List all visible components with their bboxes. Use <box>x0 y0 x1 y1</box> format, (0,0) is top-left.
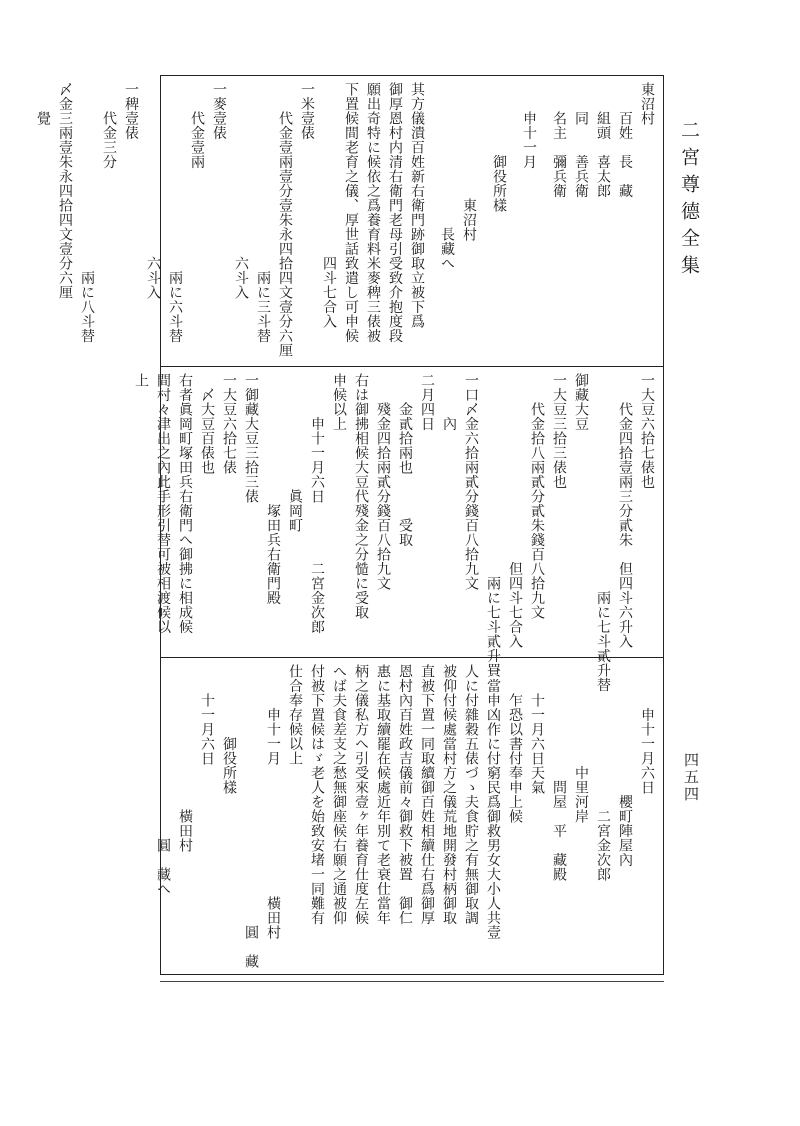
text-column: 塚田兵右衛門殿 <box>265 373 281 605</box>
tier-divider-2 <box>160 657 664 658</box>
text-column: 直被下置一同取續御百姓相續仕右爲御厚 <box>419 664 435 925</box>
text-column: 兩に七斗貳升替 <box>595 373 611 692</box>
text-column: 代金拾八兩貳分貳朱錢百八拾九文 <box>529 373 545 620</box>
text-column: 代金四拾壹兩三分貳朱 但四斗六升入 <box>617 373 633 649</box>
text-column: 恩村內百姓政吉儀前々御救下被置 御仁 <box>397 664 413 925</box>
text-column: 右は御拂相候大豆代殘金之分慥に受取 <box>353 373 369 620</box>
text-column: 柄之儀私方へ引受來壹ヶ年養育仕度左候 <box>353 664 369 925</box>
text-column: 二宮金次郎 <box>595 664 611 882</box>
text-column: 問屋 平 藏殿 <box>551 664 567 882</box>
text-column: 圓 藏へ <box>155 664 171 896</box>
text-column: 同 善兵衛 <box>573 82 589 198</box>
text-column: 一米壹俵 <box>299 82 315 140</box>
text-column: 組頭 喜太郎 <box>595 82 611 198</box>
tier-upper <box>35 82 658 364</box>
text-column: 二月四日 <box>419 373 435 431</box>
text-column: 殘金四拾兩貳分錢百八拾九文 <box>375 373 391 591</box>
text-column: 乍恐以書付奉申上候 <box>507 664 523 824</box>
text-column: 右者眞岡町塚田兵右衛門へ御拂に相成候 <box>177 373 193 634</box>
text-column: 人に付雜穀五俵づゝ夫食貯之有無御取調 <box>463 664 479 925</box>
text-column: 橫田村 <box>177 664 193 853</box>
text-column: 四斗七合入 <box>321 82 337 329</box>
text-column: 一麥壹俵 <box>211 82 227 140</box>
text-column: 其方儀潰百姓新右衛門跡御取立被下爲 <box>409 82 425 329</box>
text-column: 中里河岸 <box>573 664 589 824</box>
text-column: 一當申凶作に付窮民爲御救男女大小人共壹 <box>485 664 501 940</box>
text-column: 代金壹兩 <box>189 82 205 169</box>
text-column: 御厚恩村内清右衛門老母引受致介抱度段 <box>387 82 403 343</box>
tier-middle <box>133 373 658 692</box>
text-column: 申十一月 橫田村 <box>265 664 281 940</box>
text-column: 名主 彌兵衛 <box>551 82 567 198</box>
text-column: 〆大豆百俵也 <box>199 373 215 475</box>
text-column: 一口〆金六拾兩貳分錢百八拾九文 <box>463 373 479 591</box>
text-column: 代金壹兩壹分壹朱永四拾四文壹分六厘 <box>277 82 293 358</box>
text-column: 東沼村 <box>461 82 477 242</box>
text-column: 願出奇特に候依之爲養育料米麥稗三俵被 <box>365 82 381 343</box>
text-column: 一大豆三拾三俵也 <box>551 373 567 489</box>
tier-lower <box>155 664 658 969</box>
text-column: 一大豆六拾七俵也 <box>639 373 655 489</box>
text-column: 上 <box>133 373 149 388</box>
text-column: 仕合奉存候以上 <box>287 664 303 766</box>
text-column: 兩に六斗替 <box>167 82 183 343</box>
text-column: 申十一月六日 <box>639 664 655 795</box>
text-column: 覺 <box>35 82 51 126</box>
text-column: 六斗入 <box>145 82 161 300</box>
text-column: 御藏大豆 <box>573 373 589 431</box>
text-column: 一稗壹俵 <box>123 82 139 140</box>
text-column: 圓 藏 <box>243 664 259 969</box>
text-column: 〆金三兩壹朱永四拾四文壹分六厘 <box>57 82 73 300</box>
text-column: 眞岡町 <box>287 373 303 533</box>
text-column: へば夫食差支之愁無御座候右願之通被仰 <box>331 664 347 925</box>
text-column: 兩に三斗替 <box>255 82 271 343</box>
text-column: 被仰付候處當村方之儀荒地開發村柄御取 <box>441 664 457 925</box>
tier-divider-1 <box>160 366 664 367</box>
text-column: 代金三分 <box>101 82 117 169</box>
text-column: 御役所樣 <box>491 82 507 213</box>
text-column: 十一月六日天氣 <box>529 664 545 795</box>
text-column: 金貳拾兩也 受取 <box>397 373 413 547</box>
bottom-rule <box>160 981 664 982</box>
text-column: 付被下置候はゞ老人を始致安堵一同難有 <box>309 664 325 925</box>
text-column: 東沼村 <box>639 82 655 126</box>
text-column: 申候以上 <box>331 373 347 431</box>
text-column: 申十一月六日 二宮金次郎 <box>309 373 325 634</box>
text-column: 申十一月 <box>521 82 537 169</box>
text-column: 內 <box>441 373 457 431</box>
page-number: 四五四 <box>682 752 700 803</box>
text-column: 兩に七斗貳升買 <box>485 373 501 678</box>
text-column: 間村々津出之內此手形引替可被相渡候以 <box>155 373 171 634</box>
text-column: 但四斗七合入 <box>507 373 523 649</box>
text-column: 御役所樣 <box>221 664 237 795</box>
text-column: 十一月六日 <box>199 664 215 766</box>
text-column: 兩に八斗替 <box>79 82 95 343</box>
text-column: 一大豆六拾七俵 <box>221 373 237 475</box>
text-column: 六斗入 <box>233 82 249 300</box>
text-column: 惠に基取續罷在候處近年別て老衰仕當年 <box>375 664 391 925</box>
text-column: 下置候間老育之儀、厚世話致遣し可申候 <box>343 82 359 343</box>
text-column: 櫻町陣屋內 <box>617 664 633 867</box>
running-title: 二宮尊德全集 <box>678 120 700 282</box>
text-column: 一御藏大豆三拾三俵 <box>243 373 259 504</box>
text-column: 長藏へ <box>439 82 455 271</box>
text-column: 百姓 長 藏 <box>617 82 633 198</box>
